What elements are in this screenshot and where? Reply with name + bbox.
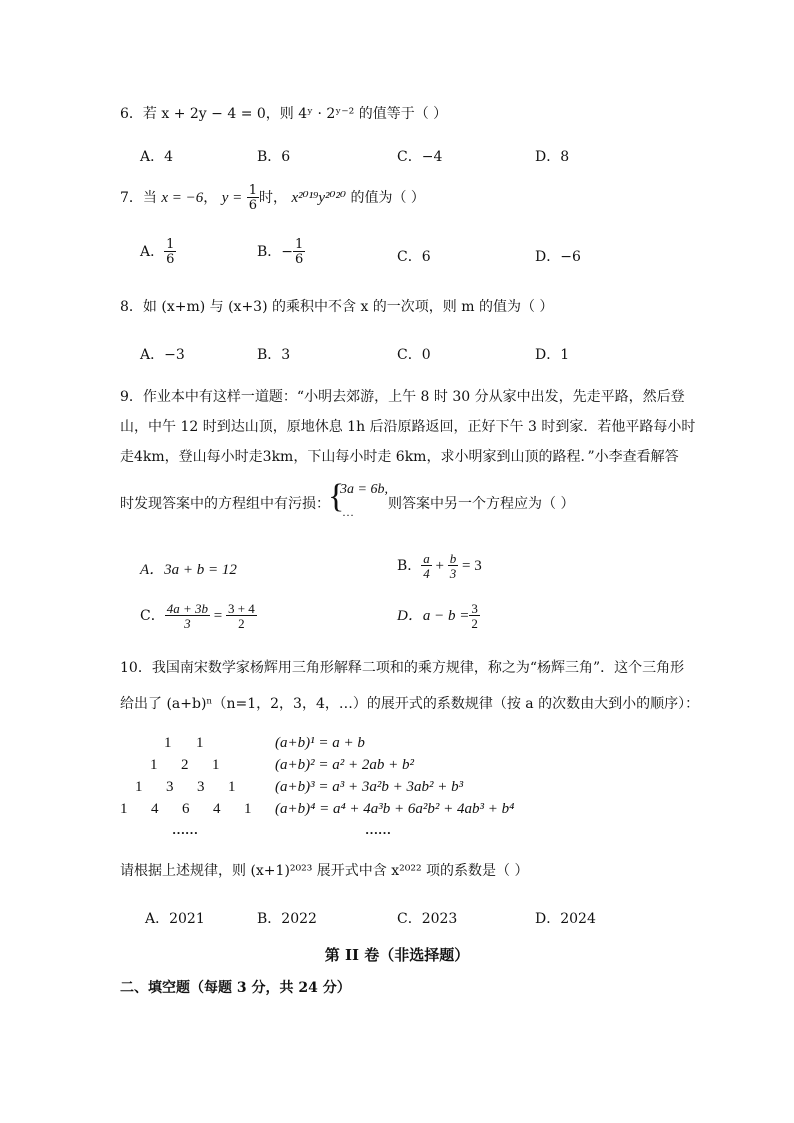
- q7-option-a: A． $\frac{1}{6}$: [140, 237, 175, 267]
- triangle-number: 1: [150, 757, 158, 773]
- q7-stem: 7．当 x = −6， y = $\frac{1}{6}$ 时， x²⁰¹⁹y²⁰²⁰ 的值为（ ）: [120, 183, 425, 213]
- q9-option-c: C． $\frac{4a + 3b}{3}$ = $\frac{3 + 4}{2}$: [140, 601, 255, 631]
- section-subtitle: 二、填空题（每题 3 分，共 24 分）: [120, 980, 351, 996]
- triangle-number: 1: [228, 779, 236, 795]
- q8-option-a: A．−3: [140, 347, 185, 363]
- triangle-dots: ……: [172, 822, 198, 837]
- triangle-number: 4: [213, 801, 221, 817]
- q8-stem: 8．如 (x+m) 与 (x+3) 的乘积中不含 x 的一次项，则 m 的值为（ ）: [120, 299, 554, 315]
- q7-condition-x: x = −6: [161, 190, 204, 206]
- q6-option-c: C．−4: [397, 149, 443, 165]
- q10-option-d: D．2024: [535, 911, 596, 927]
- q10-line-1: 10．我国南宋数学家杨辉用三角形解释二项和的乘方规律，称之为“杨辉三角”．这个三角形: [120, 660, 685, 676]
- q10-option-a: A．2021: [145, 911, 205, 927]
- q7-option-c: C．6: [397, 249, 431, 265]
- q10-question: 请根据上述规律，则 (x+1)²⁰²³ 展开式中含 x²⁰²² 项的系数是（ ）: [120, 863, 529, 879]
- q10-option-c: C．2023: [397, 911, 458, 927]
- q7-fraction: $\frac{1}{6}$: [248, 183, 257, 213]
- system-brace: {: [328, 478, 345, 515]
- q9-system-eq1: 3a = 6b,: [340, 482, 388, 497]
- q9-line-1: 9．作业本中有这样一道题：“小明去郊游，上午 8 时 30 分从家中出发，先走平路，然后登: [120, 389, 685, 405]
- q10-line-2: 给出了 (a+b)ⁿ（n=1，2，3，4，…）的展开式的系数规律（按 a 的次数由大到小的顺序）：: [120, 696, 700, 712]
- q8-option-b: B．3: [257, 347, 291, 363]
- q8-option-d: D．1: [535, 347, 570, 363]
- binomial-eq-1: (a+b)¹ = a + b: [275, 735, 365, 751]
- binomial-dots: ……: [365, 822, 391, 837]
- triangle-number: 1: [120, 801, 128, 817]
- q9-option-b: B． $\frac{a}{4}$ + $\frac{b}{3}$ = 3: [397, 551, 482, 581]
- q9-line-2: 山，中午 12 时到达山顶，原地休息 1h 后沿原路返回，正好下午 3 时到家．若他平路每小时: [120, 419, 696, 435]
- binomial-eq-2: (a+b)² = a² + 2ab + b²: [275, 757, 414, 773]
- section-title: 第 II 卷（非选择题）: [324, 946, 470, 964]
- triangle-number: 1: [212, 757, 220, 773]
- q9-line-3: 走4km，登山每小时走3km，下山每小时走 6km，求小明家到山顶的路程．”小李查看解答: [120, 449, 679, 465]
- q6-option-d: D．8: [535, 149, 570, 165]
- q6-stem: 6．若 x + 2y − 4 = 0，则 4ʸ · 2ʸ⁻² 的值等于（ ）: [120, 106, 448, 122]
- q8-option-c: C．0: [397, 347, 431, 363]
- q7-expression: x²⁰¹⁹y²⁰²⁰: [291, 190, 347, 206]
- q9-option-d: D．a − b = $\frac{3}{2}$: [397, 601, 478, 631]
- q9-line-4-post: 则答案中另一个方程应为（ ）: [388, 496, 575, 512]
- triangle-number: 3: [166, 779, 174, 795]
- triangle-number: 4: [151, 801, 159, 817]
- q9-system-eq2: …: [342, 505, 354, 519]
- triangle-number: 2: [181, 757, 189, 773]
- q6-option-a: A．4: [140, 149, 174, 165]
- q10-option-b: B．2022: [257, 911, 317, 927]
- binomial-eq-3: (a+b)³ = a³ + 3a²b + 3ab² + b³: [275, 779, 464, 795]
- q6-option-b: B．6: [257, 149, 291, 165]
- triangle-number: 1: [135, 779, 143, 795]
- q9-line-4-pre: 时发现答案中的方程组中有污损：: [120, 496, 330, 512]
- binomial-eq-4: (a+b)⁴ = a⁴ + 4a³b + 6a²b² + 4ab³ + b⁴: [275, 801, 515, 817]
- triangle-number: 1: [164, 735, 172, 751]
- triangle-number: 3: [197, 779, 205, 795]
- q7-option-b: B．− $\frac{1}{6}$: [257, 237, 304, 267]
- triangle-number: 6: [182, 801, 190, 817]
- triangle-number: 1: [244, 801, 252, 817]
- q9-option-a: A．3a + b = 12: [140, 562, 237, 578]
- q7-option-d: D．−6: [535, 249, 581, 265]
- triangle-number: 1: [196, 735, 204, 751]
